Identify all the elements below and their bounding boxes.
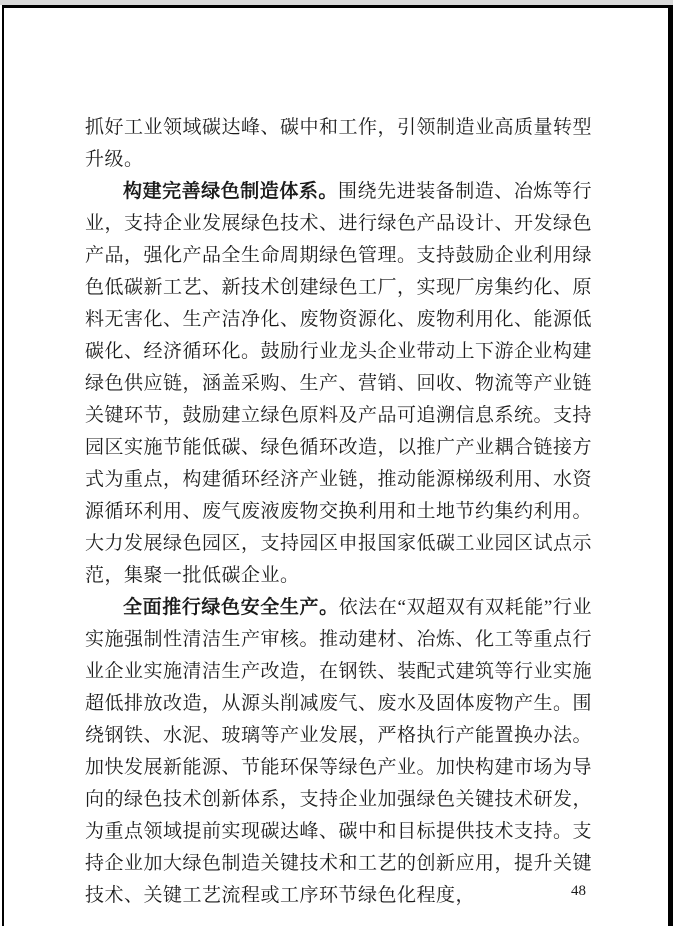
paragraph-text: 抓好工业领域碳达峰、碳中和工作，引领制造业高质量转型升级。 [85, 117, 593, 170]
page-number: 48 [571, 883, 586, 899]
paragraph-intro [85, 112, 592, 176]
paragraph-green-safety-production [85, 592, 592, 912]
paragraph-lead: 全面推行绿色安全生产。 [123, 597, 339, 618]
page-border-left [2, 5, 4, 926]
paragraph-text: 依法在“双超双有双耗能”行业实施强制性清洁生产审核。推动建材、冶炼、化工等重点行业企业实施清洁生产改造，在钢铁、装配式建筑等行业实施超低排放改造，从源头削减废气、废水及固体废物产生。围绕钢铁、水泥、玻璃等产业发展，严格执行产能置换办法。加快发展新能源、节能环保等绿色产业。加快构建市场为导向的绿色技术创新体系，支持企业加强绿色关键技术研发，为重点领域提前实现碳达峰、碳中和目标提供技术支持。支持企业加大绿色制造关键技术和工艺的创新应用，提升关键技术、关键工艺流程或工序环节绿色化程度， [85, 597, 593, 906]
paragraph-green-manufacturing [85, 176, 592, 592]
page-border-right [668, 5, 673, 926]
paragraph-lead: 构建完善绿色制造体系。 [123, 181, 338, 202]
page-border-top [2, 5, 673, 8]
document-body [85, 112, 592, 912]
paragraph-text: 围绕先进装备制造、冶炼等行业，支持企业发展绿色技术、进行绿色产品设计、开发绿色产品，强化产品全生命周期绿色管理。支持鼓励企业利用绿色低碳新工艺、新技术创建绿色工厂，实现厂房集约化、原料无害化、生产洁净化、废物资源化、废物利用化、能源低碳化、经济循环化。鼓励行业龙头企业带动上下游企业构建绿色供应链，涵盖采购、生产、营销、回收、物流等产业链关键环节，鼓励建立绿色原料及产品可追溯信息系统。支持园区实施节能低碳、绿色循环改造，以推广产业耦合链接方式为重点，构建循环经济产业链，推动能源梯级利用、水资源循环利用、废气废液废物交换利用和土地节约集约利用。大力发展绿色园区，支持园区申报国家低碳工业园区试点示范，集聚一批低碳企业。 [85, 181, 593, 586]
